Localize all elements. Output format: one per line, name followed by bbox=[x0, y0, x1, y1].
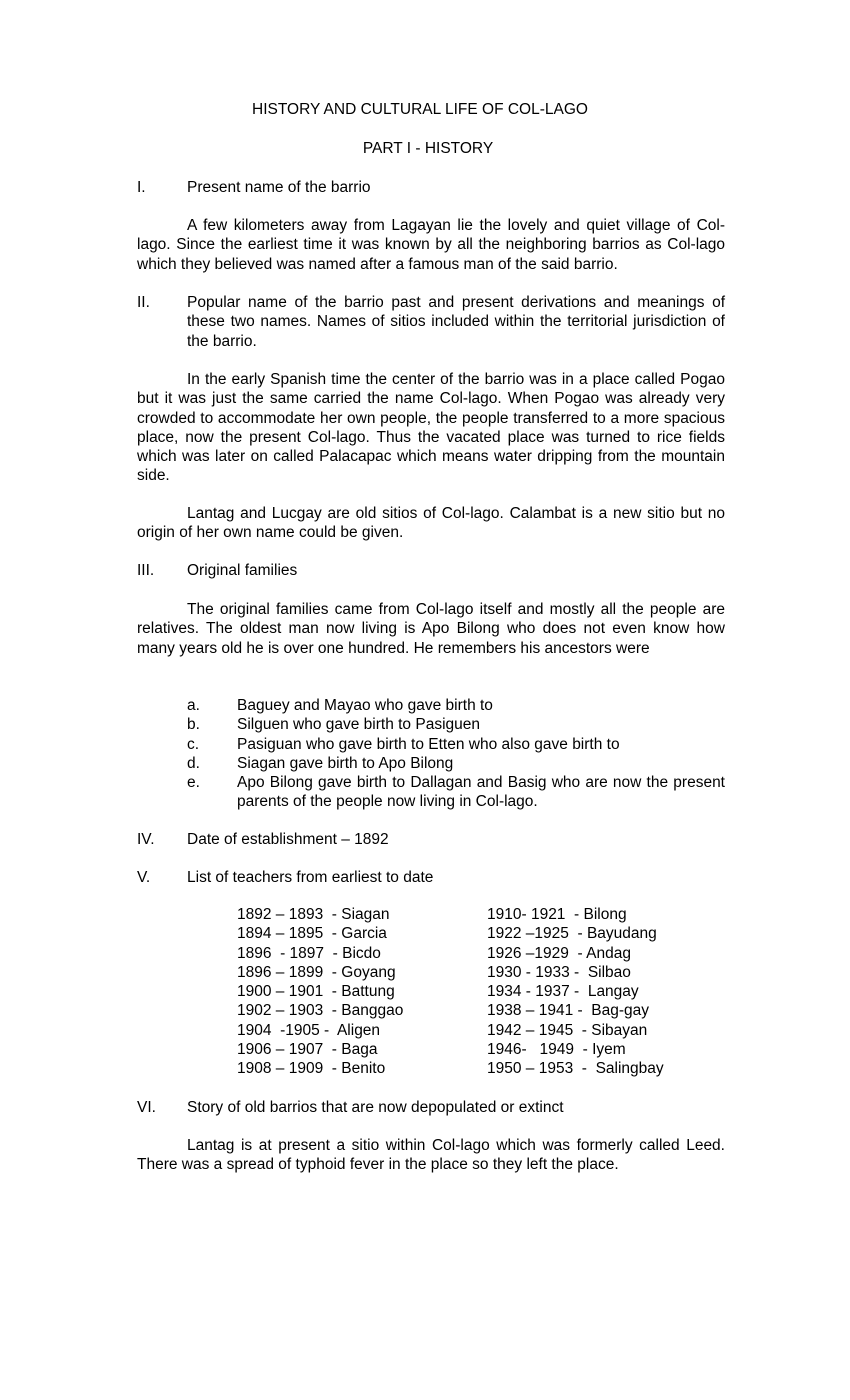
list-item-letter: a. bbox=[187, 697, 200, 714]
section-heading-text: Date of establishment – 1892 bbox=[187, 831, 389, 848]
teachers-list-left bbox=[237, 905, 403, 1079]
list-item bbox=[187, 696, 727, 715]
teacher-entry: 1922 –1925 - Bayudang bbox=[487, 925, 657, 943]
section-heading-text: Popular name of the barrio past and present derivations and meanings of these two names. Names of sitios included within the territorial jurisdiction of the barrio. bbox=[187, 294, 725, 350]
section-heading-text: Story of old barrios that are now depopulated or extinct bbox=[187, 1099, 564, 1116]
teacher-entry: 1926 –1929 - Andag bbox=[487, 944, 631, 962]
list-item bbox=[187, 773, 727, 812]
teacher-entry: 1946- 1949 - Iyem bbox=[487, 1041, 626, 1059]
section-number: II. bbox=[137, 294, 150, 311]
list-item-letter: e. bbox=[187, 774, 200, 792]
part-heading: PART I - HISTORY bbox=[362, 140, 494, 157]
list-item-text: Siagan gave birth to Apo Bilong bbox=[237, 754, 454, 772]
paragraph-lantag: Lantag is at present a sitio within Col-lago which was formerly called Leed. There was a spread of typhoid fever in the place so they left the place. bbox=[137, 1137, 725, 1174]
teacher-entry: 1942 – 1945 - Sibayan bbox=[487, 1021, 648, 1039]
section-number: I. bbox=[137, 179, 146, 196]
list-item-letter: d. bbox=[187, 754, 200, 772]
section-number: III. bbox=[137, 562, 155, 579]
teacher-entry: 1934 - 1937 - Langay bbox=[487, 983, 639, 1001]
section-heading-text: List of teachers from earliest to date bbox=[187, 869, 434, 886]
teacher-entry: 1950 – 1953 - Salingbay bbox=[487, 1060, 664, 1078]
list-item-letter: c. bbox=[187, 735, 200, 753]
teacher-entry: 1904 -1905 - Aligen bbox=[237, 1021, 381, 1039]
teacher-entry: 1892 – 1893 - Siagan bbox=[237, 906, 390, 923]
section-number: V. bbox=[137, 869, 151, 886]
list-item-text: Silguen who gave birth to Pasiguen bbox=[237, 716, 480, 734]
list-item-text: Baguey and Mayao who gave birth to bbox=[237, 697, 493, 714]
teacher-entry: 1930 - 1933 - Silbao bbox=[487, 963, 631, 981]
teacher-entry: 1896 – 1899 - Goyang bbox=[237, 963, 396, 981]
section-heading-text: Present name of the barrio bbox=[187, 179, 371, 196]
list-item bbox=[187, 735, 727, 754]
paragraph-sitios: Lantag and Lucgay are old sitios of Col-lago. Calambat is a new sitio but no origin of her own name could be given. bbox=[137, 505, 725, 542]
section-heading-text: Original families bbox=[187, 562, 298, 579]
teacher-entry: 1908 – 1909 - Benito bbox=[237, 1060, 386, 1078]
teacher-entry: 1938 – 1941 - Bag-gay bbox=[487, 1002, 650, 1020]
teacher-entry: 1894 – 1895 - Garcia bbox=[237, 925, 387, 943]
ancestor-list bbox=[187, 696, 727, 812]
teachers-list-right bbox=[487, 905, 664, 1079]
list-item-letter: b. bbox=[187, 716, 200, 734]
document-title: HISTORY AND CULTURAL LIFE OF COL-LAGO bbox=[252, 101, 588, 118]
section-number: VI. bbox=[137, 1099, 156, 1116]
teacher-entry: 1910- 1921 - Bilong bbox=[487, 906, 627, 923]
paragraph-pogao: In the early Spanish time the center of the barrio was in a place called Pogao but it was just the same carried the name Col-lago. When Pogao was already very crowded to accommodate her own people, the people transferred to a more spacious place, now the present Col-lago. Thus the vacated place was turned to rice fields which was later on called Palacapac which means water dripping from the mountain side. bbox=[137, 371, 725, 485]
teacher-entry: 1906 – 1907 - Baga bbox=[237, 1041, 378, 1059]
teacher-entry: 1902 – 1903 - Banggao bbox=[237, 1002, 404, 1020]
list-item bbox=[187, 715, 727, 734]
list-item-text: Apo Bilong gave birth to Dallagan and Basig who are now the present parents of the people now living in Col-lago. bbox=[237, 774, 725, 811]
section-number: IV. bbox=[137, 831, 155, 848]
paragraph-original-families: The original families came from Col-lago itself and mostly all the people are relatives. The oldest man now living is Apo Bilong who does not even know how many years old he is over one hundred. He remembers his ancestors were bbox=[137, 601, 725, 657]
list-item bbox=[187, 754, 727, 773]
teacher-entry: 1896 - 1897 - Bicdo bbox=[237, 944, 381, 962]
teacher-entry: 1900 – 1901 - Battung bbox=[237, 983, 395, 1001]
paragraph-name-origin: A few kilometers away from Lagayan lie the lovely and quiet village of Col-lago. Since the earliest time it was known by all the neighboring barrios as Col-lago which they believed was named after a famous man of the said barrio. bbox=[137, 217, 725, 273]
list-item-text: Pasiguan who gave birth to Etten who also gave birth to bbox=[237, 735, 620, 753]
